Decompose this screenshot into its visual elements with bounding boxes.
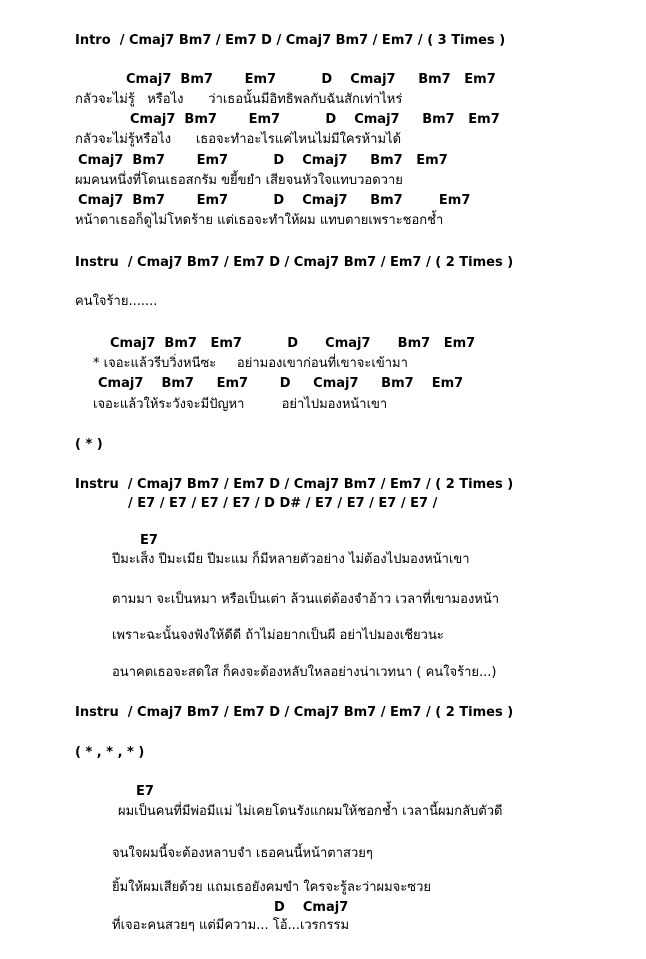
instru-line: / E7 / E7 / E7 / E7 / D D# / E7 / E7 / E7 / E7 / [128, 496, 438, 511]
instru-line: Instru / Cmaj7 Bm7 / Em7 D / Cmaj7 Bm7 / Em7 / ( 2 Times ) [75, 705, 514, 720]
chord-line: D Cmaj7 [274, 900, 349, 915]
chord-line: Cmaj7 Bm7 Em7 D Cmaj7 Bm7 Em7 [130, 112, 500, 127]
repeat-marker: ( * , * , * ) [75, 745, 145, 760]
lyric-line: ยิ้มให้ผมเสียด้วย แถมเธอยังคมขำ ใครจะรู้ละว่าผมจะซวย [112, 880, 432, 895]
chord-line: Cmaj7 Bm7 Em7 D Cmaj7 Bm7 Em7 [98, 376, 464, 391]
lyric-line: * เจอะแล้วรีบวิ่งหนีซะ อย่ามองเขาก่อนที่เขาจะเข้ามา [93, 356, 408, 371]
chord-line: Cmaj7 Bm7 Em7 D Cmaj7 Bm7 Em7 [78, 193, 471, 208]
chord-line: Cmaj7 Bm7 Em7 D Cmaj7 Bm7 Em7 [126, 72, 496, 87]
chord-line: E7 [140, 533, 158, 548]
instru-line: Instru / Cmaj7 Bm7 / Em7 D / Cmaj7 Bm7 / Em7 / ( 2 Times ) [75, 255, 514, 270]
repeat-marker: ( * ) [75, 437, 103, 452]
lyric-line: อนาคตเธอจะสดใส ก็คงจะต้องหลับใหลอย่างน่าเวทนา ( คนใจร้าย...) [112, 665, 497, 680]
lyric-line: หน้าตาเธอก็ดูไม่โหดร้าย แต่เธอจะทำให้ผม แทบตายเพราะชอกช้ำ [75, 213, 444, 228]
lyric-line: คนใจร้าย....... [75, 294, 158, 309]
lyric-line: ผมเป็นคนที่มีพ่อมีแม่ ไม่เคยโดนรังแกผมให้ชอกช้ำ เวลานี้ผมกลับตัวดี [118, 804, 503, 819]
lyric-line: เพราะฉะนั้นจงฟังให้ดีดี ถ้าไม่อยากเป็นผี อย่าไปมองเชียวนะ [112, 628, 444, 643]
lyric-line: เจอะแล้วให้ระวังจะมีปัญหา อย่าไปมองหน้าเขา [93, 397, 388, 412]
chord-line: E7 [136, 784, 154, 799]
instru-line: Instru / Cmaj7 Bm7 / Em7 D / Cmaj7 Bm7 / Em7 / ( 2 Times ) [75, 477, 514, 492]
lyric-line: กลัวจะไม่รู้ หรือไง ว่าเธอนั้นมีอิทธิพลกับฉันสักเท่าไหร่ [75, 92, 403, 107]
chord-line: Cmaj7 Bm7 Em7 D Cmaj7 Bm7 Em7 [78, 153, 448, 168]
intro-line: Intro / Cmaj7 Bm7 / Em7 D / Cmaj7 Bm7 / Em7 / ( 3 Times ) [75, 33, 506, 48]
lyric-line: ตามมา จะเป็นหมา หรือเป็นเต่า ล้วนแต่ต้องจำอ้าว เวลาที่เขามองหน้า [112, 592, 500, 607]
chord-line: Cmaj7 Bm7 Em7 D Cmaj7 Bm7 Em7 [110, 336, 476, 351]
lyric-line: ผมคนหนึ่งที่โดนเธอสกรัม ขยี้ขยำ เสียจนหัวใจแทบวอดวาย [75, 173, 403, 188]
lyric-line: ที่เจอะคนสวยๆ แต่มีความ... โอ้...เวรกรรม [112, 918, 350, 933]
lyric-line: กลัวจะไม่รู้หรือไง เธอจะทำอะไรแค่ไหนไม่มีใครห้ามได้ [75, 132, 402, 147]
lyric-line: จนใจผมนี้จะต้องหลาบจำ เธอคนนี้หน้าตาสวยๆ [112, 846, 373, 861]
lyric-line: ปีมะเส็ง ปีมะเมีย ปีมะแม ก็มีหลายตัวอย่าง ไม่ต้องไปมองหน้าเขา [112, 552, 470, 567]
